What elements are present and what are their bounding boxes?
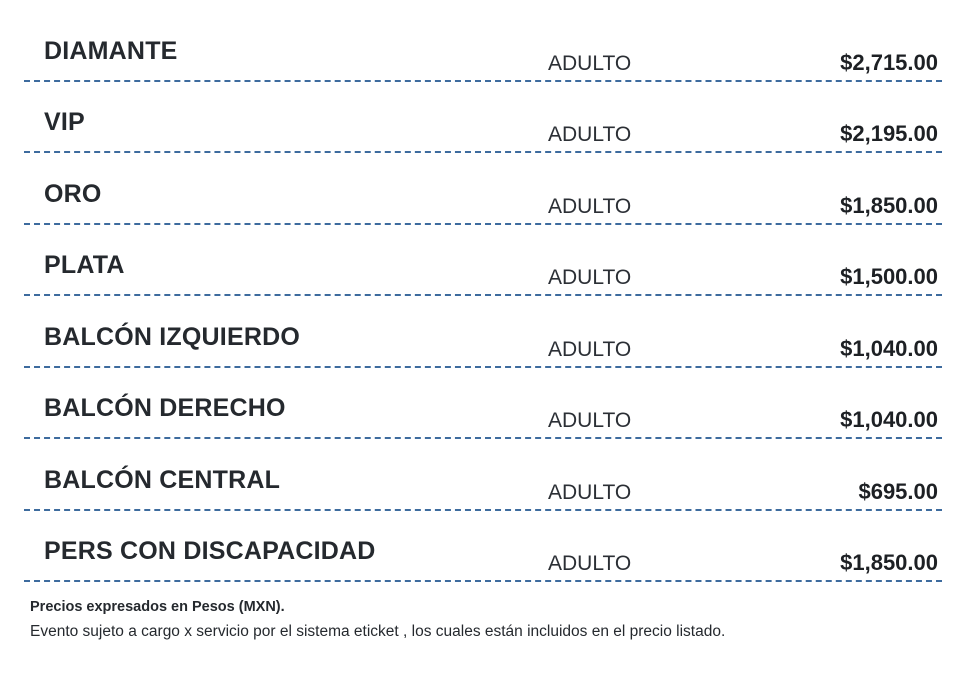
ticket-type-label: ADULTO bbox=[548, 123, 632, 146]
row-details bbox=[548, 335, 942, 361]
zone-label: BALCÓN CENTRAL bbox=[44, 465, 281, 494]
ticket-type-label: ADULTO bbox=[548, 409, 632, 432]
table-row bbox=[24, 368, 942, 440]
notes-section bbox=[0, 582, 966, 644]
zone-label: PERS CON DISCAPACIDAD bbox=[44, 537, 376, 565]
row-details bbox=[548, 552, 942, 574]
row-details bbox=[548, 409, 942, 431]
ticket-type-label: ADULTO bbox=[548, 194, 632, 218]
table-row bbox=[24, 225, 942, 297]
row-details bbox=[548, 49, 942, 75]
row-details bbox=[548, 266, 942, 288]
currency-note: Precios expresados en Pesos (MXN). bbox=[30, 599, 285, 615]
ticket-type-label: ADULTO bbox=[548, 552, 632, 575]
table-row bbox=[24, 511, 942, 583]
ticket-type-label: ADULTO bbox=[548, 337, 632, 361]
table-row bbox=[24, 153, 942, 225]
service-charge-note: Evento sujeto a cargo x servicio por el sistema eticket , los cuales están incluidos en el precio listado. bbox=[30, 623, 726, 641]
table-row bbox=[24, 439, 942, 511]
row-details bbox=[548, 192, 942, 218]
ticket-type-label: ADULTO bbox=[548, 51, 632, 75]
ticket-type-label: ADULTO bbox=[548, 266, 632, 289]
zone-label: ORO bbox=[44, 179, 102, 208]
table-row bbox=[24, 10, 942, 82]
price-label: $1,850.00 bbox=[840, 192, 938, 218]
table-row bbox=[24, 296, 942, 368]
row-details bbox=[548, 478, 942, 504]
price-label: $1,040.00 bbox=[840, 407, 938, 432]
price-label: $2,195.00 bbox=[840, 121, 938, 146]
table-row bbox=[24, 82, 942, 154]
zone-label: BALCÓN DERECHO bbox=[44, 394, 286, 422]
zone-label: VIP bbox=[44, 108, 85, 136]
zone-label: DIAMANTE bbox=[44, 36, 178, 65]
price-label: $1,500.00 bbox=[840, 264, 938, 289]
row-details bbox=[548, 123, 942, 145]
price-label: $1,850.00 bbox=[840, 550, 938, 575]
zone-label: BALCÓN IZQUIERDO bbox=[44, 322, 300, 351]
zone-label: PLATA bbox=[44, 251, 125, 279]
price-label: $695.00 bbox=[858, 478, 938, 504]
ticket-type-label: ADULTO bbox=[548, 480, 632, 504]
price-label: $1,040.00 bbox=[840, 335, 938, 361]
price-label: $2,715.00 bbox=[840, 49, 938, 75]
